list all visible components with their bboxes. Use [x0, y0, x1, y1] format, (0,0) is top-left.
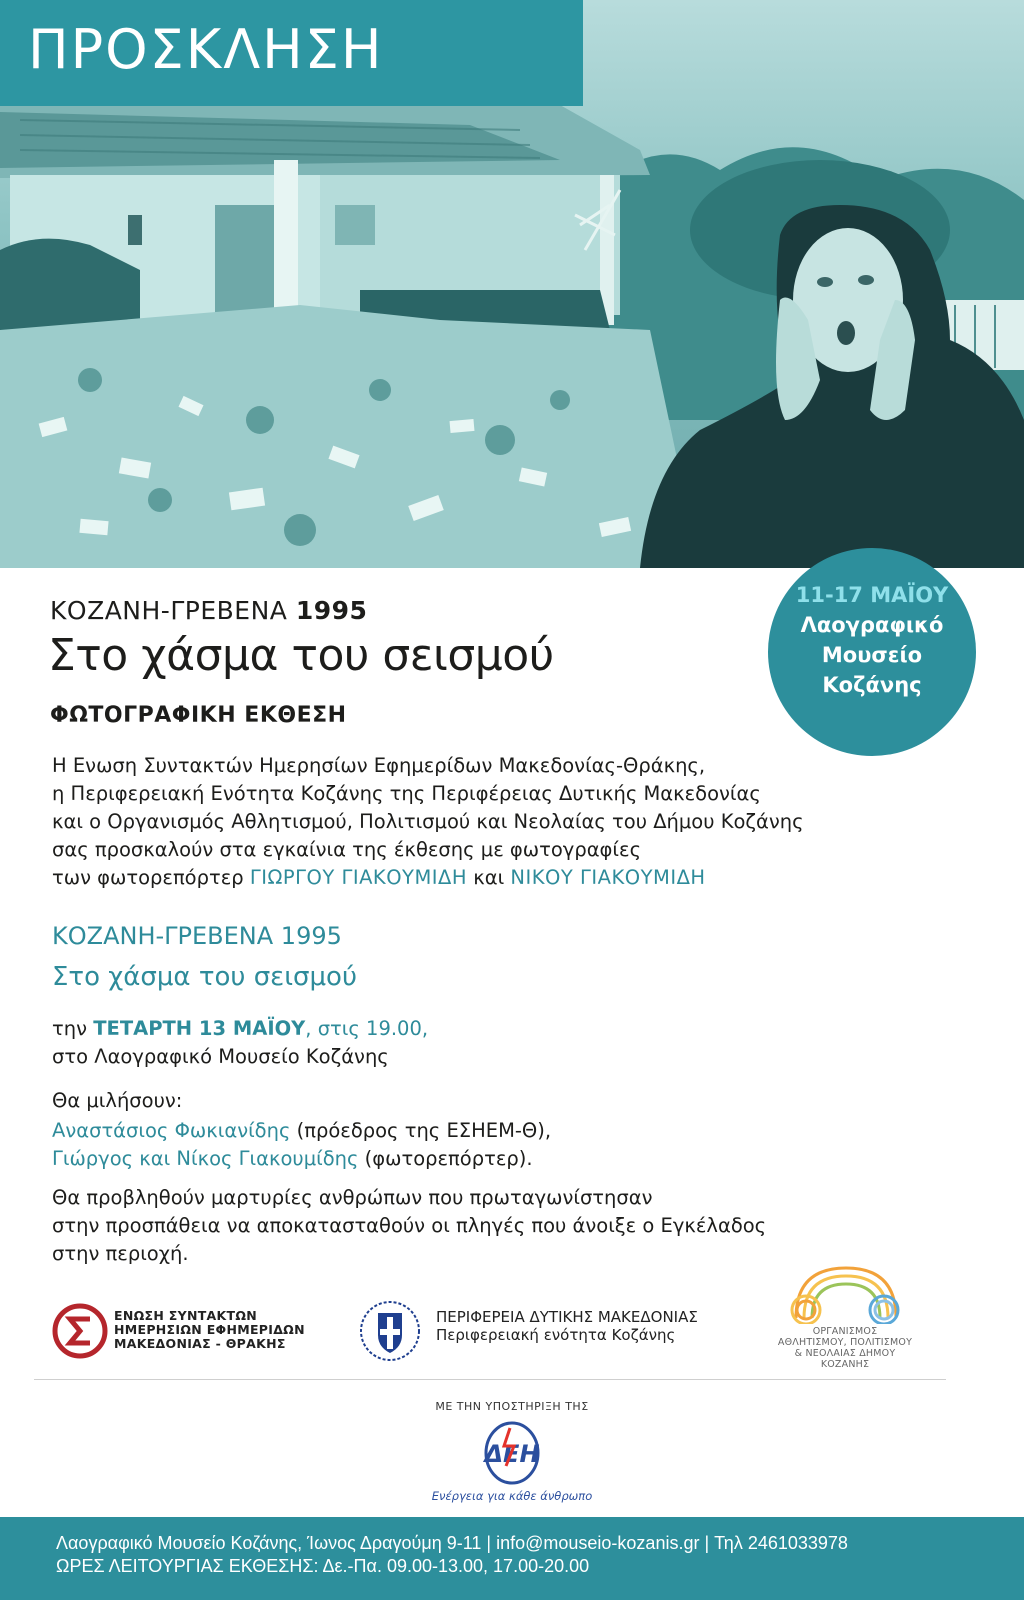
date-badge	[768, 548, 976, 756]
speaker-2-role: (φωτορεπόρτερ).	[358, 1147, 533, 1170]
photographer-1: ΓΙΩΡΓΟΥ ΓΙΑΚΟΥΜΙΔΗ	[249, 866, 468, 889]
exhibition-place-heading	[50, 596, 367, 625]
heading-place: ΚΟΖΑΝΗ-ΓΡΕΒΕΝΑ	[50, 596, 288, 625]
esiem-line-1: ΕΝΩΣΗ ΣΥΝΤΑΚΤΩΝ	[114, 1308, 258, 1323]
testimony-paragraph	[52, 1184, 766, 1268]
footer-contact: Λαογραφικό Μουσείο Κοζάνης, Ίωνος Δραγούμη 9-11 | info@mouseio-kozanis.gr | Τηλ 2461033978	[56, 1533, 848, 1553]
deh-logo-icon	[452, 1420, 572, 1486]
event-time: , στις 19.00,	[305, 1017, 429, 1040]
intro-line-2: η Περιφερειακή Ενότητα Κοζάνης της Περιφέρειας Δυτικής Μακεδονίας	[52, 782, 761, 805]
deh-slogan: Ενέργεια για κάθε άνθρωπο	[431, 1489, 593, 1503]
oapn-line-1: ΟΡΓΑΝΙΣΜΟΣ	[812, 1326, 878, 1337]
intro-line-3: και ο Οργανισμός Αθλητισμού, Πολιτισμού και Νεολαίας του Δήμου Κοζάνης	[52, 810, 804, 833]
intro-paragraph	[52, 752, 804, 892]
speakers-heading: Θα μιλήσουν:	[52, 1089, 183, 1112]
speakers-list	[52, 1117, 551, 1173]
testimony-line-2: στην προσπάθεια να αποκατασταθούν οι πληγές που άνοιξε ο Εγκέλαδος	[52, 1214, 767, 1237]
exhibition-title: Στο χάσμα του σεισμού	[48, 630, 554, 681]
oapn-logo-icon	[776, 1258, 916, 1324]
photographer-2: ΝΙΚΟΥ ΓΙΑΚΟΥΜΙΔΗ	[510, 866, 706, 889]
exhibition-subtitle: ΦΩΤΟΓΡΑΦΙΚΗ ΕΚΘΕΣΗ	[50, 703, 347, 728]
greek-emblem-icon	[358, 1299, 422, 1363]
repeat-place: ΚΟΖΑΝΗ-ΓΡΕΒΕΝΑ	[52, 922, 274, 950]
testimony-line-3: στην περιοχή.	[52, 1242, 189, 1265]
date-badge-place-1: Λαογραφικό	[800, 613, 944, 637]
title-banner	[0, 0, 583, 106]
intro-line-5-prefix: των φωτορεπόρτερ	[52, 866, 244, 889]
event-venue: στο Λαογραφικό Μουσείο Κοζάνης	[52, 1045, 389, 1068]
oapn-logo-text	[770, 1326, 920, 1370]
esiem-line-2: ΗΜΕΡΗΣΙΩΝ ΕΦΗΜΕΡΙΔΩΝ	[114, 1322, 305, 1337]
intro-line-1: Η Ενωση Συντακτών Ημερησίων Εφημερίδων Μακεδονίας-Θράκης,	[52, 754, 706, 777]
repeat-title-place	[52, 922, 342, 950]
region-line-2: Περιφερειακή ενότητα Κοζάνης	[436, 1326, 676, 1344]
testimony-line-1: Θα προβληθούν μαρτυρίες ανθρώπων που πρωταγωνίστησαν	[52, 1186, 653, 1209]
svg-text:ΔΕΗ: ΔΕΗ	[484, 1440, 540, 1468]
intro-line-4: σας προσκαλούν στα εγκαίνια της έκθεσης με φωτογραφίες	[52, 838, 642, 861]
support-label: ΜΕ ΤΗΝ ΥΠΟΣΤΗΡΙΞΗ ΤΗΣ	[435, 1400, 589, 1413]
speaker-1-role: (πρόεδρος της ΕΣΗΕΜ-Θ),	[290, 1119, 552, 1142]
esiem-logo-text	[114, 1309, 305, 1351]
oapn-line-3: & ΝΕΟΛΑΙΑΣ ΔΗΜΟΥ ΚΟΖΑΝΗΣ	[794, 1348, 896, 1370]
logos-divider	[34, 1379, 946, 1380]
date-badge-place-2: Μουσείο	[821, 643, 923, 667]
speaker-1-name: Αναστάσιος Φωκιανίδης	[52, 1119, 291, 1142]
event-details	[52, 1015, 428, 1071]
page-title: ΠΡΟΣΚΛΗΣΗ	[28, 18, 384, 81]
footer-bar	[0, 1517, 1024, 1600]
esiem-logo-icon	[52, 1303, 108, 1359]
speaker-2-name: Γιώργος και Νίκος Γιακουμίδης	[52, 1147, 359, 1170]
oapn-line-2: ΑΘΛΗΤΙΣΜΟΥ, ΠΟΛΙΤΙΣΜΟΥ	[777, 1337, 913, 1348]
esiem-line-3: ΜΑΚΕΔΟΝΙΑΣ - ΘΡΑΚΗΣ	[114, 1336, 286, 1351]
heading-year: 1995	[295, 596, 368, 625]
intro-connector: και	[473, 866, 505, 889]
date-badge-place-3: Κοζάνης	[822, 673, 922, 697]
event-day: ΤΕΤΑΡΤΗ 13 ΜΑΪΟΥ	[93, 1017, 306, 1040]
footer-hours: ΩΡΕΣ ΛΕΙΤΟΥΡΓΙΑΣ ΕΚΘΕΣΗΣ: Δε.-Πα. 09.00-13.00, 17.00-20.00	[56, 1556, 590, 1576]
repeat-year: 1995	[280, 922, 342, 950]
event-prefix: την	[52, 1017, 87, 1040]
region-line-1: ΠΕΡΙΦΕΡΕΙΑ ΔΥΤΙΚΗΣ ΜΑΚΕΔΟΝΙΑΣ	[436, 1308, 698, 1326]
repeat-title-text: Στο χάσμα του σεισμού	[52, 962, 358, 992]
date-badge-dates: 11-17 ΜΑΪΟΥ	[795, 583, 949, 607]
region-logo-text	[436, 1308, 698, 1344]
